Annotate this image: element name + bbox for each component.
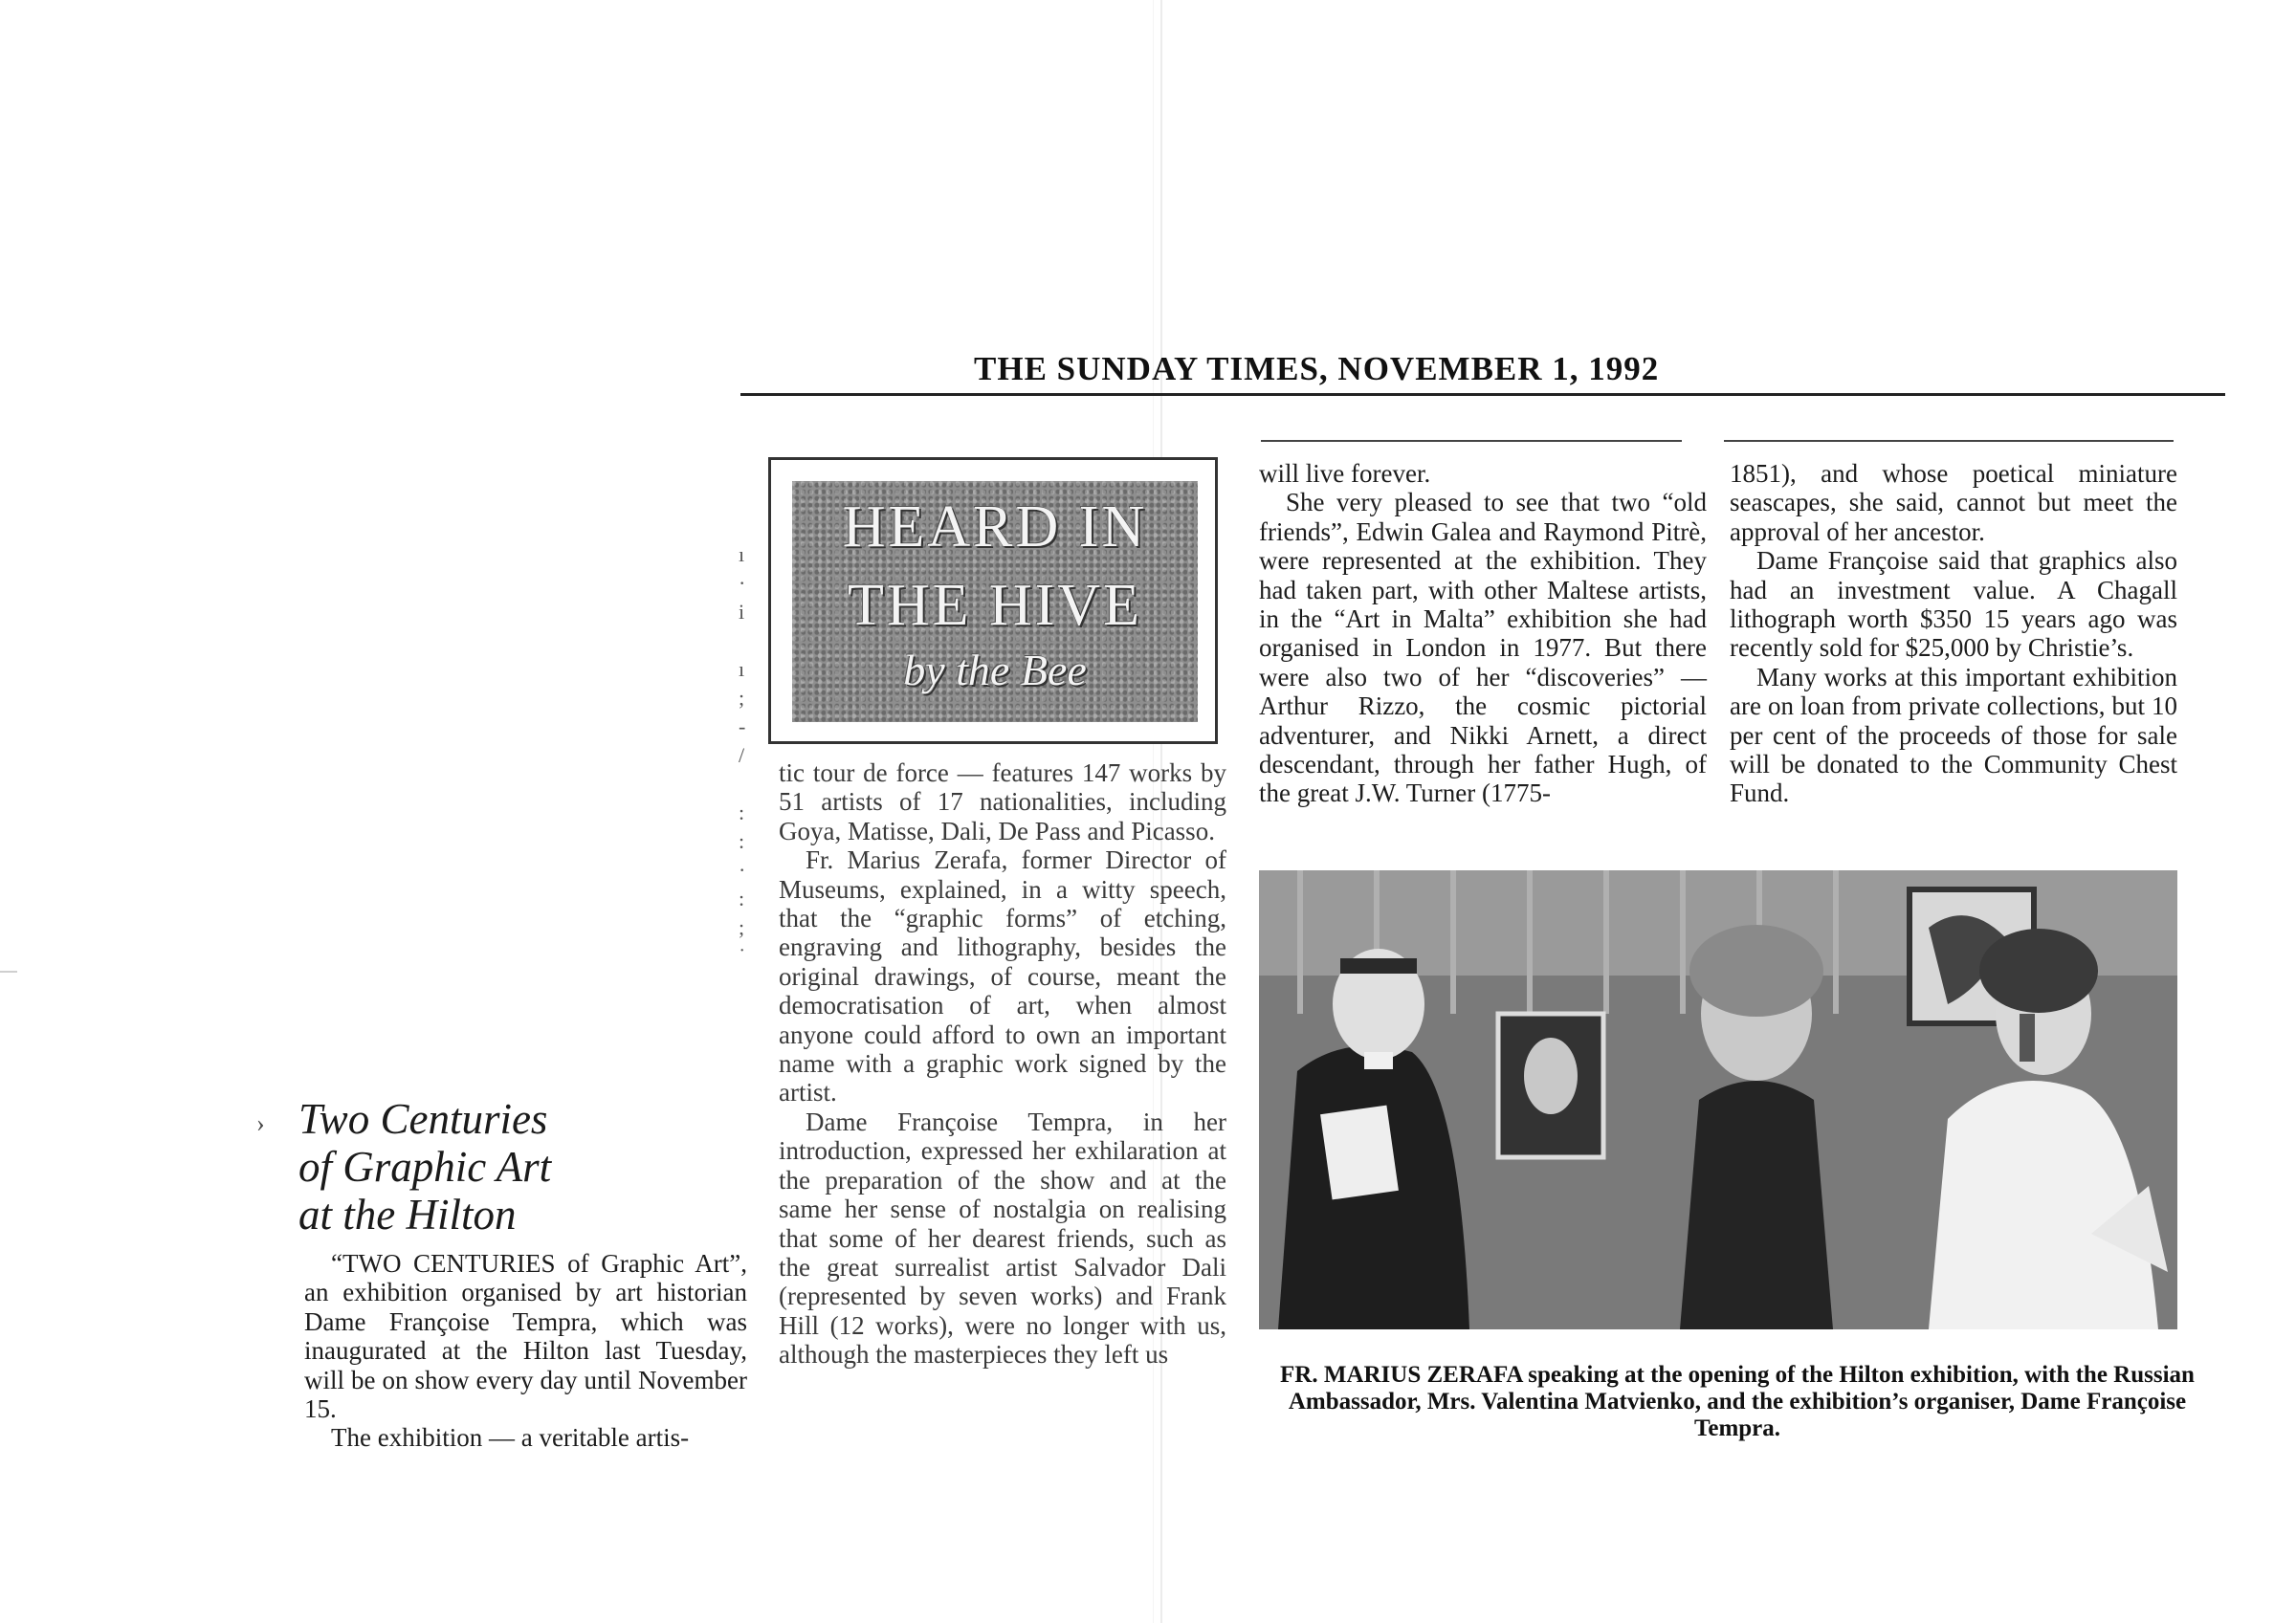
newspaper-masthead: THE SUNDAY TIMES, NOVEMBER 1, 1992: [974, 350, 1660, 387]
scan-edge-mark: [0, 971, 17, 973]
article-paragraph: “TWO CENTURIES of Graphic Art”, an exhibition organised by art historian Dame Françoise Tempra, which was inaugurated at the Hilton last Tuesday, will be on show every day until November 15.: [304, 1249, 747, 1424]
photo-caption: FR. MARIUS ZERAFA speaking at the opening of the Hilton exhibition, with the Russian Ambassador, Mrs. Valentina Matvienko, and the exhibition’s organiser, Dame Françoise Tempra.: [1280, 1362, 2195, 1441]
margin-tick: ›: [256, 1109, 265, 1137]
article-headline: [298, 1095, 551, 1239]
feature-byline: by the Bee: [903, 646, 1087, 694]
article-paragraph: 1851), and whose poetical miniature seascapes, she said, cannot but meet the approval of her ancestor.: [1730, 459, 2177, 546]
headline-line-3: at the Hilton: [298, 1191, 517, 1239]
right-text-column-b: [1730, 459, 2177, 808]
column-rule-a: [1261, 440, 1682, 442]
masthead-rule: [740, 393, 2225, 396]
article-paragraph: Dame Françoise said that graphics also had an investment value. A Chagall lithograph worth $350 15 years ago was recently sold for $25,000 by Christie’s.: [1730, 546, 2177, 663]
article-paragraph: will live forever.: [1259, 459, 1431, 488]
article-paragraph: Dame Françoise Tempra, in her introduction, expressed her exhilaration at the preparation of the show and at the same her sense of nostalgia on realising that some of her dearest friends, such as the great surrealist artist Salvador Dali (represented by seven works) and Frank Hill (12 works), were no longer with us, although the masterpieces they left us: [779, 1107, 1226, 1370]
headline-line-2: of Graphic Art: [298, 1143, 552, 1191]
heard-in-the-hive-feature-box: [768, 457, 1218, 744]
photo-halftone-drawing: [1259, 870, 2177, 1329]
column-rule-b: [1724, 440, 2174, 442]
left-text-column: [304, 1249, 747, 1453]
article-paragraph: She very pleased to see that two “old friends”, Edwin Galea and Raymond Pitrè, were represented at the exhibition. They had taken part, with other Maltese artists, in the “Art in Malta” exhibition she had organised in London in 1977. But there were also two of her “discoveries” — Arthur Rizzo, the cosmic pictorial adventurer, and Nikki Arnett, a direct descendant, through her father Hugh, of the great J.W. Turner (1775-: [1259, 488, 1707, 808]
headline-line-1: Two Centuries: [298, 1095, 548, 1143]
right-text-column-a: [1259, 459, 1707, 808]
article-paragraph: The exhibition — a veritable artis-: [331, 1423, 690, 1453]
article-paragraph: Many works at this important exhibition are on loan from private collections, but 10 per cent of the proceeds of those for sale will be donated to the Community Chest Fund.: [1730, 662, 2177, 808]
feature-title-line-1: HEARD IN: [842, 494, 1148, 559]
feature-title-line-2: THE HIVE: [847, 573, 1143, 638]
middle-text-column: [779, 758, 1226, 1370]
margin-marks: ı · i ı ; - / : : · : ; ˙: [739, 542, 746, 968]
article-paragraph: tic tour de force — features 147 works by 51 artists of 17 nationalities, including Goya, Matisse, Dali, De Pass and Picasso.: [779, 758, 1226, 845]
feature-box-halftone: [792, 481, 1198, 722]
article-paragraph: Fr. Marius Zerafa, former Director of Museums, explained, in a witty speech, that the “graphic forms” of etching, engraving and lithography, besides the original drawings, of course, meant the democratisation of art, when almost anyone could afford to own an important name with a graphic work signed by the artist.: [779, 845, 1226, 1108]
exhibition-photo: [1259, 870, 2177, 1329]
